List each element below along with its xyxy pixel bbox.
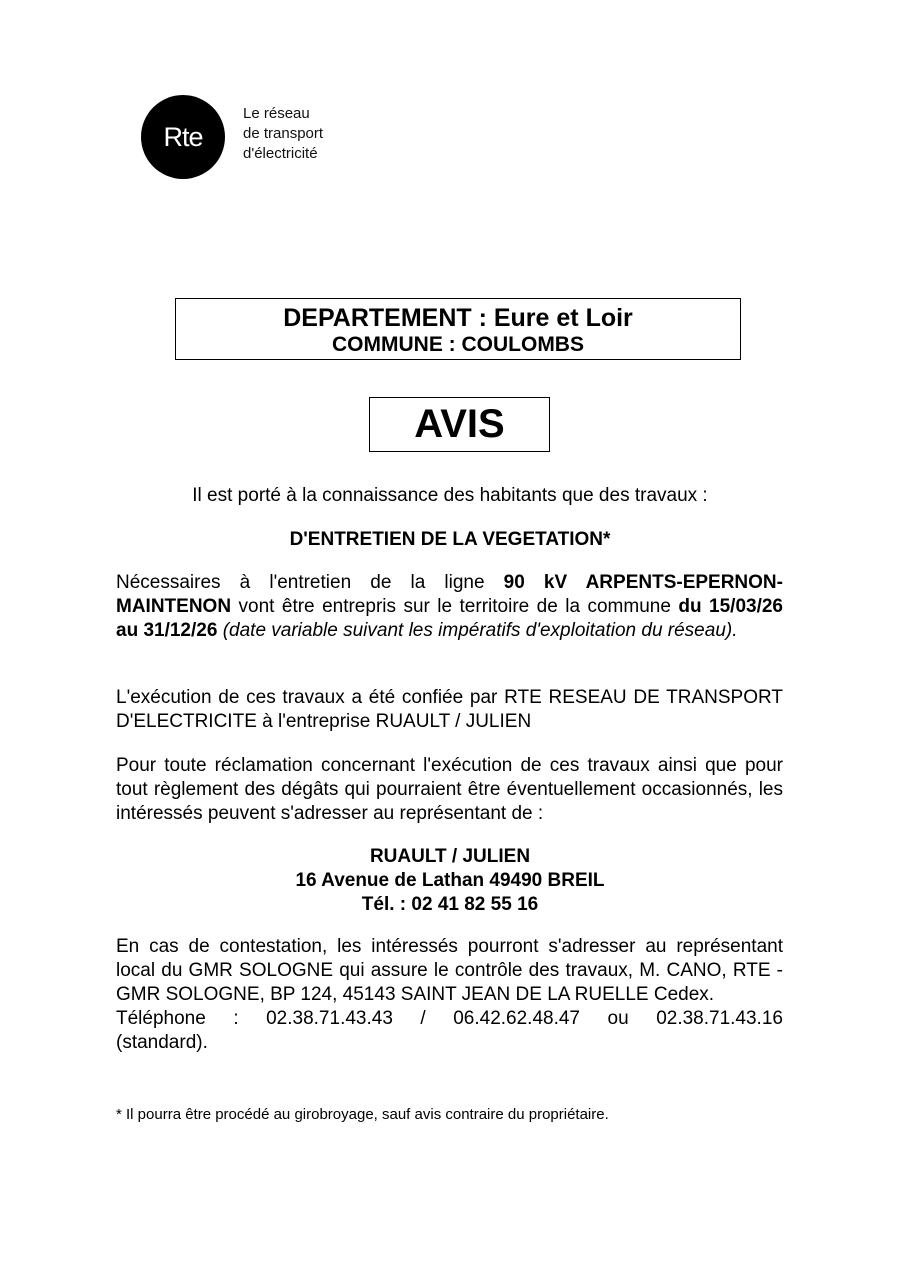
paragraph-ligne [116, 571, 783, 643]
rte-logo [141, 95, 225, 179]
contact-name: RUAULT / JULIEN [369, 846, 531, 867]
departement-box [175, 298, 741, 360]
p1-part1: Nécessaires à l'entretien de la ligne [116, 572, 504, 593]
telephone-number-1: 02.38.71.43.43 [266, 1008, 393, 1029]
telephone-row [116, 1007, 783, 1031]
telephone-suffix: (standard). [116, 1032, 208, 1053]
telephone-number-2: 06.42.62.48.47 [453, 1008, 581, 1029]
departement-title: DEPARTEMENT : Eure et Loir [283, 304, 633, 332]
logo-tagline [243, 104, 323, 164]
telephone-label: Téléphone [116, 1008, 206, 1029]
p1-part2: vont être entrepris sur le territoire de la commune [231, 596, 679, 617]
commune-title: COMMUNE : COULOMBS [332, 333, 584, 356]
telephone-or: ou [607, 1008, 629, 1029]
contact-phone: Tél. : 02 41 82 55 16 [361, 894, 539, 915]
date-note: (date variable suivant les impératifs d'exploitation du réseau). [222, 620, 738, 641]
telephone-sep-2: / [420, 1008, 426, 1029]
contestation-text: En cas de contestation, les intéressés pourront s'adresser au représentant local du GMR SOLOGNE qui assure le contrôle des travaux, M. CANO, RTE - GMR SOLOGNE, BP 124, 45143 SAINT JEAN DE LA RUELLE Cedex. [116, 936, 783, 1005]
telephone-number-3: 02.38.71.43.16 [656, 1008, 783, 1029]
telephone-sep-1: : [233, 1008, 239, 1029]
paragraph-contestation [116, 935, 783, 1055]
travaux-dates: du 15/03/26 au 31/12/26 [116, 596, 783, 641]
avis-title: AVIS [369, 397, 550, 452]
paragraph-reclamation: Pour toute réclamation concernant l'exécution de ces travaux ainsi que pour tout règlement des dégâts qui pourraient être éventuellement occasionnés, les intéressés peuvent s'adresser au représentant de : [116, 755, 783, 824]
tagline-line-1: Le réseau [243, 105, 310, 122]
travaux-type: D'ENTRETIEN DE LA VEGETATION* [289, 529, 611, 550]
paragraph-execution: L'exécution de ces travaux a été confiée par RTE RESEAU DE TRANSPORT D'ELECTRICITE à l'entreprise RUAULT / JULIEN [116, 687, 783, 732]
rte-logo-mark: Rte [163, 121, 203, 152]
contact-block [100, 845, 800, 917]
contact-address: 16 Avenue de Lathan 49490 BREIL [295, 870, 605, 891]
ligne-name: 90 kV ARPENTS-EPERNON-MAINTENON [116, 572, 783, 617]
tagline-line-2: de transport [243, 125, 324, 142]
footnote: * Il pourra être procédé au girobroyage, sauf avis contraire du propriétaire. [116, 1106, 609, 1123]
tagline-line-3: d'électricité [243, 145, 318, 162]
intro-text: Il est porté à la connaissance des habitants que des travaux : [192, 485, 708, 506]
